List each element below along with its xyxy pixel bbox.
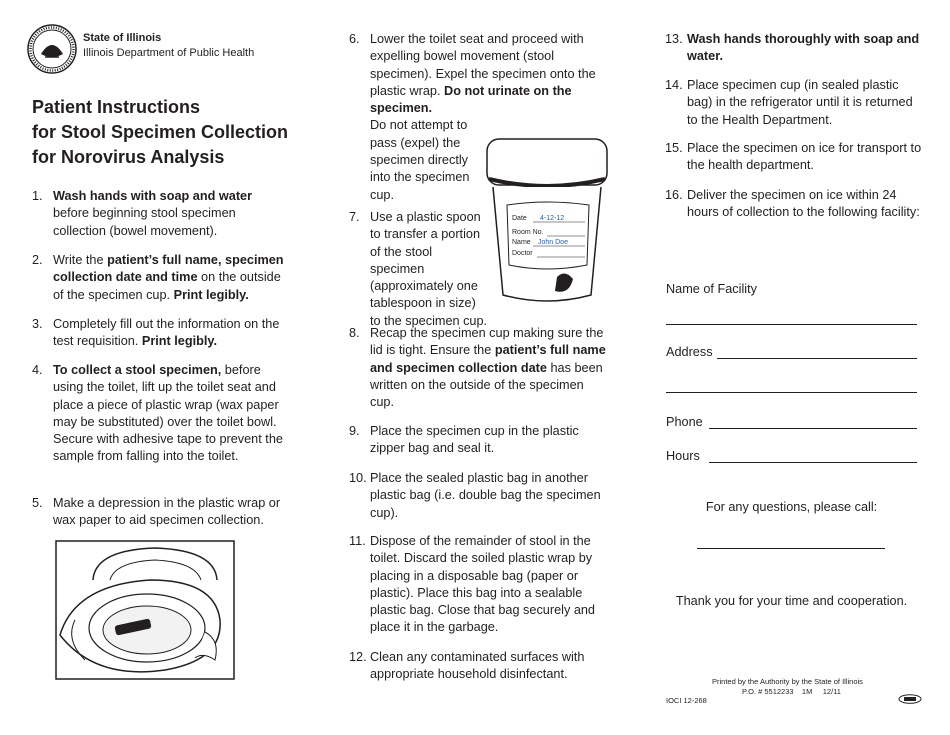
contact-phone-field[interactable]	[697, 534, 885, 549]
instruction-step-9: 9. Place the specimen cup in the plastic zipper bag and seal it.	[349, 424, 579, 456]
instruction-step-15: 15. Place the specimen on ice for transport to the health department.	[665, 141, 922, 173]
toilet-plastic-wrap-illustration	[55, 540, 235, 680]
hours-field[interactable]	[709, 448, 917, 463]
instruction-step-4: 4. To collect a stool specimen, before using the toilet, lift up the toilet seat and place a piece of plastic wrap (wax paper may be substituted) over the toilet bowl. Secure with adhesive tape to prevent the sample from falling into the toilet.	[32, 363, 283, 464]
instruction-step-13: 13. Wash hands thoroughly with soap and water.	[665, 32, 920, 64]
title-line: for Norovirus Analysis	[32, 147, 225, 167]
union-printing-bug-icon	[898, 694, 922, 704]
page-title	[32, 95, 322, 170]
address-field-line-2[interactable]	[666, 378, 917, 393]
cup-room-label: Room No.	[512, 229, 544, 236]
instruction-step-16: 16. Deliver the specimen on ice within 24 hours of collection to the following facility:	[665, 188, 920, 220]
instruction-step-8: 8. Recap the specimen cup making sure the lid is tight. Ensure the patient’s full name and specimen collection date has been written on the outside of the specimen cup.	[349, 326, 606, 410]
form-code: IOCI 12-268	[666, 696, 707, 705]
instruction-step-1: 1. Wash hands with soap and water before beginning stool specimen collection (bowel movement).	[32, 189, 253, 238]
po-number: P.O. # 5512233 1M 12/11	[742, 687, 841, 696]
department-name: Illinois Department of Public Health	[83, 47, 255, 59]
facility-name-label: Name of Facility	[666, 282, 757, 296]
printed-by-authority: Printed by the Authority by the State of Illinois	[712, 677, 863, 686]
state-name: State of Illinois	[83, 32, 162, 44]
cup-doctor-label: Doctor	[512, 250, 533, 257]
cup-date-value: 4-12-12	[540, 215, 565, 222]
address-label: Address	[666, 345, 713, 359]
cup-name-value: John Doe	[538, 239, 568, 246]
title-line: Patient Instructions	[32, 97, 201, 117]
hours-label: Hours	[666, 449, 700, 463]
instruction-step-2: 2. Write the patient’s full name, specimen collection date and time on the outside of the specimen cup. Print legibly.	[32, 253, 284, 302]
instruction-step-10: 10. Place the sealed plastic bag in another plastic bag (i.e. double bag the specimen cup).	[349, 471, 601, 520]
questions-text: For any questions, please call:	[705, 500, 878, 514]
instruction-step-12: 12. Clean any contaminated surfaces with appropriate household disinfectant.	[349, 650, 585, 682]
instruction-step-7: 7. Use a plastic spoon to transfer a portion of the stool specimen (approximately one tablespoon in size) to the specimen cup.	[349, 210, 488, 328]
instruction-step-14: 14. Place specimen cup (in sealed plastic bag) in the refrigerator until it is returned to the Health Department.	[665, 78, 913, 127]
instruction-step-11: 11. Dispose of the remainder of stool in the toilet. Discard the soiled plastic wrap by placing in a disposable bag (paper or plastic). Place this bag into a sealable plastic bag. Close that bag securely and place it in the garbage.	[349, 534, 595, 635]
phone-label: Phone	[666, 415, 703, 429]
phone-field[interactable]	[709, 414, 917, 429]
instruction-step-6: 6. Lower the toilet seat and proceed with expelling bowel movement (stool specimen). Expel the specimen onto the plastic wrap. Do not urinate on the specimen. Do not attempt to pass (expel) the specimen directly into the specimen cup.	[349, 32, 596, 202]
title-line: for Stool Specimen Collection	[32, 122, 289, 142]
cup-date-label: Date	[512, 215, 527, 222]
facility-name-field[interactable]	[666, 309, 917, 325]
thank-you-text: Thank you for your time and cooperation.	[675, 594, 908, 608]
instruction-step-3: 3. Completely fill out the information on the test requisition. Print legibly.	[32, 317, 280, 349]
instruction-step-5: 5. Make a depression in the plastic wrap or wax paper to aid specimen collection.	[32, 496, 281, 528]
cup-name-label: Name	[512, 239, 531, 246]
specimen-cup-illustration	[485, 135, 610, 305]
address-field[interactable]	[717, 344, 917, 359]
illinois-state-seal-icon	[27, 24, 77, 74]
